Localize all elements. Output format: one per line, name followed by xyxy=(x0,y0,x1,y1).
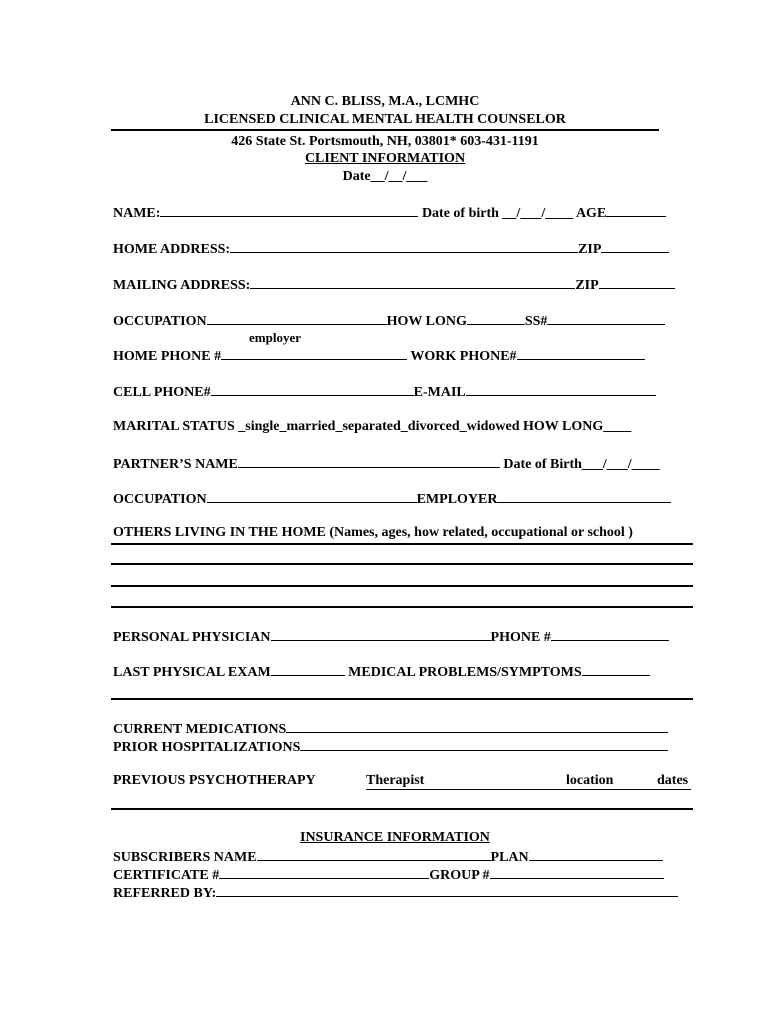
current-meds-label: CURRENT MEDICATIONS xyxy=(113,722,287,737)
physician-label: PERSONAL PHYSICIAN xyxy=(113,630,271,645)
prior-hosp-label: PRIOR HOSPITALIZATIONS xyxy=(113,740,301,755)
marital-status-field[interactable]: MARITAL STATUS _single_married_separated_divorced_widowed HOW LONG____ xyxy=(113,419,632,434)
employer-field[interactable] xyxy=(497,490,671,503)
cell-phone-field[interactable] xyxy=(211,383,414,396)
zip-label-2: ZIP xyxy=(575,278,599,293)
cell-email-row xyxy=(113,383,656,401)
home-phone-label: HOME PHONE # xyxy=(113,349,222,364)
certificate-row xyxy=(113,866,664,884)
last-exam-label: LAST PHYSICAL EXAM xyxy=(113,665,271,680)
practitioner-name: ANN C. BLISS, M.A., LCMHC xyxy=(290,94,480,109)
referred-field[interactable] xyxy=(216,884,678,897)
others-line-1[interactable] xyxy=(111,543,693,545)
name-field[interactable] xyxy=(160,204,418,217)
prior-hosp-field[interactable] xyxy=(300,738,668,751)
home-address-field[interactable] xyxy=(230,240,578,253)
others-line-2[interactable] xyxy=(111,563,693,565)
physician-field[interactable] xyxy=(271,628,491,641)
phone-row xyxy=(113,347,645,365)
header-divider xyxy=(111,129,659,131)
subscriber-row xyxy=(113,848,663,866)
certificate-label: CERTIFICATE # xyxy=(113,868,220,883)
medical-problems-field[interactable] xyxy=(582,663,650,676)
cell-phone-label: CELL PHONE# xyxy=(113,385,211,400)
ss-label: SS# xyxy=(524,314,548,329)
referred-row xyxy=(113,884,678,902)
partner-name-field[interactable] xyxy=(238,455,500,468)
current-meds-field[interactable] xyxy=(286,720,668,733)
plan-label: PLAN xyxy=(490,850,529,865)
location-label: location xyxy=(566,773,614,788)
age-field[interactable] xyxy=(606,204,666,217)
physician-phone-field[interactable] xyxy=(551,628,669,641)
subscriber-field[interactable] xyxy=(257,848,491,861)
name-label: NAME: xyxy=(113,206,161,221)
medical-problems-label: MEDICAL PROBLEMS/SYMPTOMS xyxy=(348,665,582,680)
psychotherapy-line[interactable] xyxy=(111,808,693,810)
zip-label: ZIP xyxy=(578,242,602,257)
mailing-address-label: MAILING ADDRESS: xyxy=(113,278,251,293)
home-phone-field[interactable] xyxy=(221,347,407,360)
zip-field[interactable] xyxy=(601,240,669,253)
work-phone-label: WORK PHONE# xyxy=(410,349,517,364)
occupation-field[interactable] xyxy=(207,312,387,325)
practice-address: 426 State St. Portsmouth, NH, 03801* 603-431-1191 xyxy=(231,134,539,149)
mailing-address-field[interactable] xyxy=(250,276,575,289)
how-long-field[interactable] xyxy=(467,312,525,325)
prev-psych-field[interactable] xyxy=(366,773,691,790)
others-line-3[interactable] xyxy=(111,585,693,587)
home-address-row xyxy=(113,240,669,258)
age-label: AGE xyxy=(575,206,607,221)
name-row xyxy=(113,204,666,222)
partner-dob-field[interactable]: Date of Birth___/___/____ xyxy=(503,457,660,472)
subscriber-label: SUBSCRIBERS NAME xyxy=(113,850,257,865)
practitioner-title: LICENSED CLINICAL MENTAL HEALTH COUNSELOR xyxy=(204,112,566,127)
others-living-label: OTHERS LIVING IN THE HOME (Names, ages, how related, occupational or school ) xyxy=(113,525,633,540)
certificate-field[interactable] xyxy=(219,866,429,879)
how-long-label: HOW LONG xyxy=(386,314,467,329)
zip-field-2[interactable] xyxy=(599,276,675,289)
phone-label: PHONE # xyxy=(490,630,551,645)
physician-row xyxy=(113,628,669,646)
form-title: CLIENT INFORMATION xyxy=(304,151,466,166)
work-phone-field[interactable] xyxy=(517,347,645,360)
physical-exam-row xyxy=(113,663,650,681)
employer-note: employer xyxy=(249,330,301,345)
email-label: E-MAIL xyxy=(413,385,466,400)
form-date-field[interactable]: Date__/__/___ xyxy=(342,169,428,184)
current-meds-row xyxy=(113,720,668,738)
partner-occupation-row xyxy=(113,490,671,508)
group-field[interactable] xyxy=(490,866,664,879)
referred-label: REFERRED BY: xyxy=(113,886,217,901)
partner-row xyxy=(113,455,660,473)
mailing-address-row xyxy=(113,276,675,294)
home-address-label: HOME ADDRESS: xyxy=(113,242,231,257)
occupation-label: OCCUPATION xyxy=(113,314,207,329)
group-label: GROUP # xyxy=(429,868,490,883)
medical-problems-line[interactable] xyxy=(111,698,693,700)
prev-psych-label: PREVIOUS PSYCHOTHERAPY xyxy=(113,773,316,788)
others-line-4[interactable] xyxy=(111,606,693,608)
prior-hosp-row xyxy=(113,738,668,756)
ss-field[interactable] xyxy=(547,312,665,325)
last-exam-field[interactable] xyxy=(271,663,345,676)
partner-name-label: PARTNER’S NAME xyxy=(113,457,238,472)
dob-field[interactable]: Date of birth __/___/____ xyxy=(421,206,574,221)
occupation-label-2: OCCUPATION xyxy=(113,492,207,507)
occupation-row xyxy=(113,312,665,330)
partner-occupation-field[interactable] xyxy=(207,490,417,503)
employer-label: EMPLOYER xyxy=(416,492,498,507)
dates-label: dates xyxy=(657,773,689,788)
insurance-heading: INSURANCE INFORMATION xyxy=(300,830,490,845)
therapist-label: Therapist xyxy=(366,773,425,788)
email-field[interactable] xyxy=(466,383,656,396)
plan-field[interactable] xyxy=(529,848,663,861)
